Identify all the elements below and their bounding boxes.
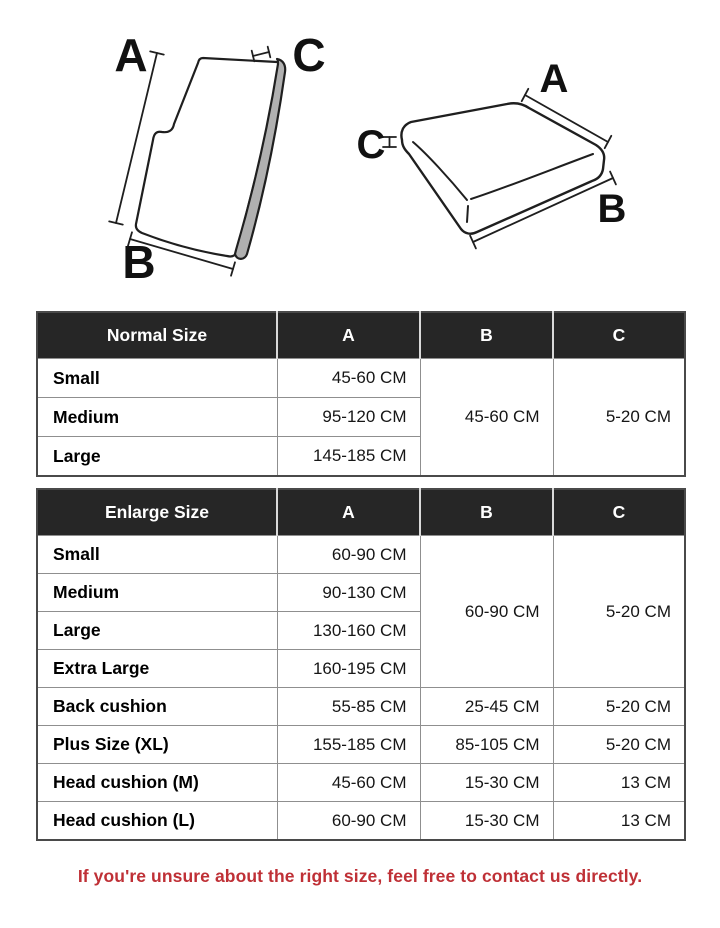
size-name: Large	[37, 437, 277, 477]
value-b: 15-30 CM	[420, 802, 553, 841]
seat-dim-label-b: B	[597, 187, 627, 231]
table-header-row	[37, 312, 685, 359]
back-cushion-diagram	[95, 18, 340, 290]
value-a: 45-60 CM	[277, 764, 420, 802]
value-a: 95-120 CM	[277, 398, 420, 437]
value-a: 60-90 CM	[277, 536, 420, 574]
table-row	[37, 359, 685, 398]
table-row	[37, 726, 685, 764]
seat-dim-label-c: C	[356, 123, 386, 167]
back-dim-label-b: B	[122, 236, 156, 288]
table-header-row	[37, 489, 685, 536]
seat-cushion-diagram	[355, 42, 705, 282]
value-c: 13 CM	[553, 802, 685, 841]
value-b: 25-45 CM	[420, 688, 553, 726]
seat-cushion-front-crease	[467, 206, 468, 222]
value-b: 85-105 CM	[420, 726, 553, 764]
size-name: Plus Size (XL)	[37, 726, 277, 764]
size-name: Large	[37, 612, 277, 650]
size-name: Head cushion (M)	[37, 764, 277, 802]
value-c: 5-20 CM	[553, 688, 685, 726]
column-header-b: B	[420, 312, 553, 359]
value-c-merged: 5-20 CM	[553, 359, 685, 477]
contact-note: If you're unsure about the right size, feel free to contact us directly.	[77, 866, 643, 886]
table-row	[37, 764, 685, 802]
value-a: 155-185 CM	[277, 726, 420, 764]
value-b-merged: 45-60 CM	[420, 359, 553, 477]
value-a: 60-90 CM	[277, 802, 420, 841]
value-a: 90-130 CM	[277, 574, 420, 612]
back-dim-label-c: C	[292, 29, 326, 81]
value-a: 45-60 CM	[277, 359, 420, 398]
column-header-a: A	[277, 489, 420, 536]
table-row	[37, 688, 685, 726]
size-name: Medium	[37, 398, 277, 437]
table-row	[37, 536, 685, 574]
table-row	[37, 802, 685, 841]
value-b-merged: 60-90 CM	[420, 536, 553, 688]
normal-size-table	[36, 311, 686, 477]
size-name: Small	[37, 359, 277, 398]
size-name: Medium	[37, 574, 277, 612]
value-b: 15-30 CM	[420, 764, 553, 802]
back-dim-label-a: A	[114, 29, 148, 81]
enlarge-size-table	[36, 488, 686, 841]
size-name: Back cushion	[37, 688, 277, 726]
size-name: Small	[37, 536, 277, 574]
seat-dim-label-a: A	[539, 57, 569, 101]
size-name: Extra Large	[37, 650, 277, 688]
value-a: 160-195 CM	[277, 650, 420, 688]
value-a: 130-160 CM	[277, 612, 420, 650]
value-c: 13 CM	[553, 764, 685, 802]
value-c: 5-20 CM	[553, 726, 685, 764]
value-c-merged: 5-20 CM	[553, 536, 685, 688]
value-a: 145-185 CM	[277, 437, 420, 477]
table-title: Enlarge Size	[37, 489, 277, 536]
value-a: 55-85 CM	[277, 688, 420, 726]
dim-line-c	[252, 47, 271, 62]
table-title: Normal Size	[37, 312, 277, 359]
size-name: Head cushion (L)	[37, 802, 277, 841]
column-header-b: B	[420, 489, 553, 536]
column-header-a: A	[277, 312, 420, 359]
column-header-c: C	[553, 312, 685, 359]
column-header-c: C	[553, 489, 685, 536]
